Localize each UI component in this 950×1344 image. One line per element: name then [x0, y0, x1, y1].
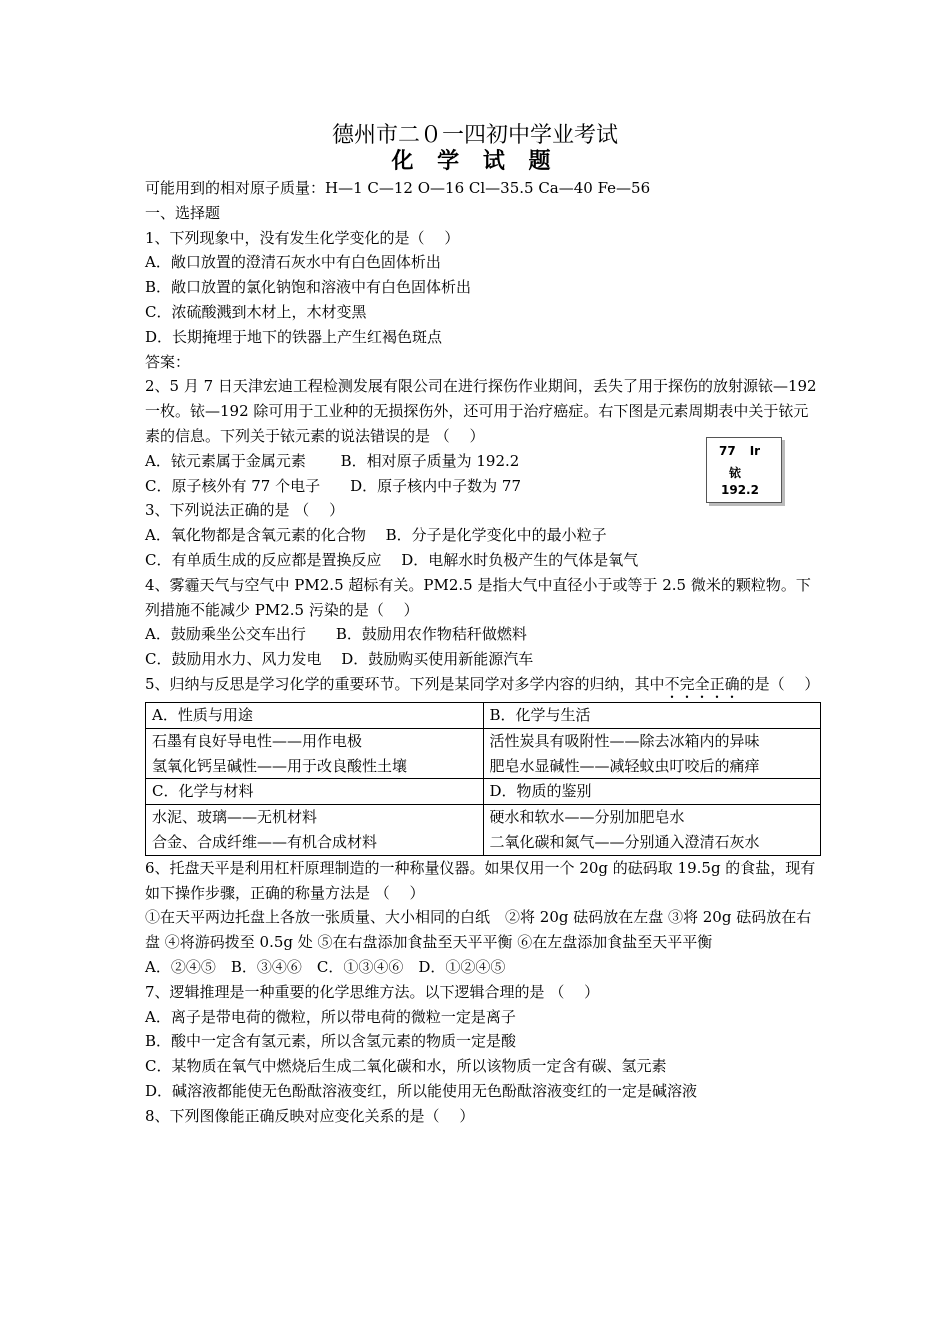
q7-stem: 7、逻辑推理是一种重要的化学思维方法。以下逻辑合理的是 （ ） — [145, 982, 600, 1001]
q4-options-ab: A．鼓励乘坐公交车出行 B．鼓励用农作物秸秆做燃料 — [145, 625, 527, 644]
atomic-masses-line: 可能用到的相对原子质量：H—1 C—12 O—16 Cl—35.5 Ca—40 Fe—56 — [145, 179, 651, 197]
q7-option-c: C．某物质在氧气中燃烧后生成二氧化碳和水，所以该物质一定含有碳、氢元素 — [145, 1057, 667, 1076]
q5-cell-c-body — [146, 805, 484, 856]
q5-table — [145, 702, 821, 856]
q5-cell-b-body — [483, 728, 821, 779]
q4-options-cd: C．鼓励用水力、风力发电 D．鼓励购买使用新能源汽车 — [145, 650, 534, 669]
q2-stem: 2、5 月 7 日天津宏迪工程检测发展有限公司在进行探伤作业期间，丢失了用于探伤的放射源铱—192 一枚。铱—192 除可用于工业种的无损探伤外，还可用于治疗癌症。右下图是元素周期表中关于铱元素的信息。下列关于铱元素的说法错误的是 （ ） — [145, 377, 817, 445]
q7-option-d: D．碱溶液都能使无色酚酞溶液变红，所以能使用无色酚酞溶液变红的一定是碱溶液 — [145, 1081, 698, 1100]
q5-stem-emphasis: 不完全正确 — [664, 674, 740, 693]
q5-a-line2: 氢氧化钙呈碱性——用于改良酸性土壤 — [152, 756, 408, 775]
q4-stem: 4、雾霾天气与空气中 PM2.5 超标有关。PM2.5 是指大气中直径小于或等于 2.5 微米的颗粒物。下列措施不能减少 PM2.5 污染的是（ ） — [145, 575, 811, 619]
element-symbol: Ir — [749, 444, 761, 458]
q1-stem: 1、下列现象中，没有发生化学变化的是（ ） — [145, 228, 460, 247]
q2-options-cd: C．原子核外有 77 个电子 D．原子核内中子数为 77 — [145, 476, 521, 495]
q5-table-row — [146, 779, 821, 805]
q5-cell-d-head: D．物质的鉴别 — [483, 779, 821, 805]
q1-option-d: D．长期掩埋于地下的铁器上产生红褐色斑点 — [145, 327, 443, 346]
q5-a-line1: 石墨有良好导电性——用作电极 — [152, 731, 363, 750]
q3-options-cd: C．有单质生成的反应都是置换反应 D．电解水时负极产生的气体是氧气 — [145, 550, 639, 569]
section-heading: 一、选择题 — [145, 203, 221, 222]
q1-option-c: C．浓硫酸溅到木材上，木材变黑 — [145, 302, 367, 321]
q6-options: A．②④⑤ B．③④⑥ C．①③④⑥ D．①②④⑤ — [145, 957, 506, 976]
iridium-element-card — [706, 437, 782, 503]
q1-answer: 答案： — [145, 352, 191, 371]
element-mass: 192.2 — [721, 483, 759, 497]
q5-table-row — [146, 702, 821, 728]
q3-stem: 3、下列说法正确的是 （ ） — [145, 501, 345, 520]
q5-d-line1: 硬水和软水——分别加肥皂水 — [489, 808, 685, 827]
q5-cell-c-head: C．化学与材料 — [146, 779, 484, 805]
q8-stem: 8、下列图像能正确反映对应变化关系的是（ ） — [145, 1106, 475, 1125]
q5-cell-b-head: B．化学与生活 — [483, 702, 821, 728]
q5-table-row — [146, 805, 821, 856]
q5-stem — [145, 672, 820, 702]
q7-option-b: B．酸中一定含有氢元素，所以含氢元素的物质一定是酸 — [145, 1032, 517, 1051]
q7-option-a: A．离子是带电荷的微粒，所以带电荷的微粒一定是离子 — [145, 1007, 516, 1026]
q5-c-line1: 水泥、玻璃——无机材料 — [152, 808, 318, 827]
q3-options-ab: A．氧化物都是含氧元素的化合物 B．分子是化学变化中的最小粒子 — [145, 526, 607, 545]
exam-content — [145, 176, 820, 1128]
q5-b-line1: 活性炭具有吸附性——除去冰箱内的异味 — [489, 731, 760, 750]
q5-table-row — [146, 728, 821, 779]
q1-option-a: A．敞口放置的澄清石灰水中有白色固体析出 — [145, 253, 441, 272]
q6-stem: 6、托盘天平是利用杠杆原理制造的一种称量仪器。如果仅用一个 20g 的砝码取 19.5g 的食盐，现有如下操作步骤，正确的称量方法是 （ ） — [145, 858, 816, 902]
element-name: 铱 — [729, 466, 742, 480]
q5-cell-a-body — [146, 728, 484, 779]
exam-subtitle: 化 学 试 题 — [391, 149, 559, 174]
q5-cell-a-head: A．性质与用途 — [146, 702, 484, 728]
q5-stem-before: 5、归纳与反思是学习化学的重要环节。下列是某同学对多学内容的归纳，其中 — [145, 674, 665, 693]
q5-b-line2: 肥皂水显碱性——减轻蚊虫叮咬后的痛痒 — [489, 756, 760, 775]
q5-stem-after: 的是（ ） — [739, 674, 820, 693]
q5-d-line2: 二氧化碳和氮气——分别通入澄清石灰水 — [489, 832, 760, 851]
q5-c-line2: 合金、合成纤维——有机合成材料 — [152, 832, 378, 851]
q1-option-b: B．敞口放置的氯化钠饱和溶液中有白色固体析出 — [145, 278, 472, 297]
q5-cell-d-body — [483, 805, 821, 856]
q2-options-ab: A．铱元素属于金属元素 B．相对原子质量为 192.2 — [145, 451, 520, 470]
exam-title: 德州市二０一四初中学业考试 — [331, 123, 618, 148]
element-atomic-number: 77 — [719, 444, 736, 458]
q6-steps: ①在天平两边托盘上各放一张质量、大小相同的白纸 ②将 20g 砝码放在左盘 ③将 20g 砝码放在右盘 ④将游码拨至 0.5g 处 ⑤在右盘添加食盐至天平平衡 ⑥在左盘添加食盐至天平平衡 — [145, 908, 812, 952]
